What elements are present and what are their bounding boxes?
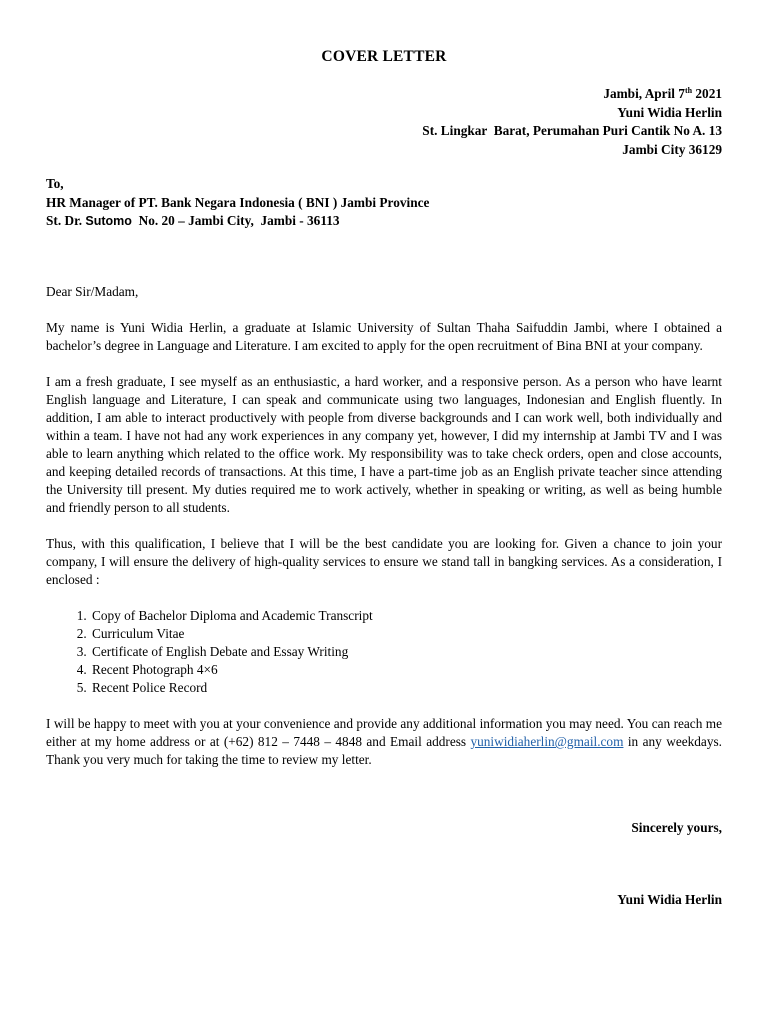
email-link[interactable]: yuniwidiaherlin@gmail.com [470, 734, 624, 749]
recipient-street-prefix: St. Dr. [46, 213, 86, 228]
list-item: 2. Curriculum Vitae [90, 625, 722, 643]
sender-street: St. Lingkar Barat, Perumahan Puri Cantik No A. 13 [422, 123, 722, 138]
sender-name: Yuni Widia Herlin [617, 104, 722, 120]
recipient-line-2 [46, 212, 429, 231]
enclosure-list [46, 607, 722, 697]
recipient-to: To, [46, 176, 64, 191]
date-suffix: th [684, 86, 693, 95]
paragraph-qualification: Thus, with this qualification, I believe that I will be the best candidate you are looking for. Given a chance to join your company, I will ensure the delivery of high-quality services to ensure we stand tall in bangking services. As a consideration, I enclosed : [46, 536, 722, 587]
letter-date [422, 85, 722, 104]
closing: Sincerely yours, [631, 820, 722, 835]
page-title: COVER LETTER [321, 48, 447, 65]
paragraph-intro: My name is Yuni Widia Herlin, a graduate at Islamic University of Sultan Thaha Saifuddin Jambi, where I obtained a bachelor’s degree in Language and Literature. I am excited to apply for the open recruitment of Bina BNI at your company. [46, 320, 722, 353]
sender-block [422, 85, 722, 159]
salutation: Dear Sir/Madam, [46, 284, 139, 299]
list-item: 3. Certificate of English Debate and Essay Writing [90, 643, 722, 661]
contact-text-end: in any weekdays. Thank you very much for taking the time to review my letter. [46, 734, 722, 767]
contact-text: I will be happy to meet with you at your convenience and provide any additional information you may need. You can reach me either at my home address or at (+62) 812 – 7448 – 4848 and Email address [46, 716, 722, 749]
sender-city: Jambi City 36129 [622, 141, 722, 157]
list-item: 4. Recent Photograph 4×6 [90, 661, 722, 679]
recipient-block [46, 175, 429, 231]
paragraph-experience: I am a fresh graduate, I see myself as an enthusiastic, a hard worker, and a responsive person. As a person who have learnt English language and Literature, I can speak and communicate using two languages, Indonesian and English fluently. In addition, I am able to interact productively with people from diverse backgrounds and I can work well, both individually and within a team. I have not had any work experiences in any company yet, however, I did my internship at Jambi TV and I was able to learn anything which related to the office work. My responsibility was to take check orders, open and close accounts, and keeping detailed records of transactions. At this time, I have a part-time job as an English private teacher since attending the University till present. My duties required me to work actively, whether in speaking or writing, as well as being humble and friendly person to all students. [46, 374, 722, 515]
date-prefix: Jambi, April 7 [603, 86, 685, 101]
date-year: 2021 [692, 86, 722, 101]
recipient-street-rest: No. 20 – Jambi City, Jambi - 36113 [131, 213, 340, 228]
list-item: 5. Recent Police Record [90, 679, 722, 697]
letter-body [46, 283, 722, 769]
paragraph-contact [46, 715, 722, 769]
recipient-line-1: HR Manager of PT. Bank Negara Indonesia ( BNI ) Jambi Province [46, 194, 430, 210]
recipient-street-name: Sutomo [85, 214, 132, 228]
list-item: 1. Copy of Bachelor Diploma and Academic Transcript [90, 607, 722, 625]
signature-name: Yuni Widia Herlin [617, 892, 722, 907]
